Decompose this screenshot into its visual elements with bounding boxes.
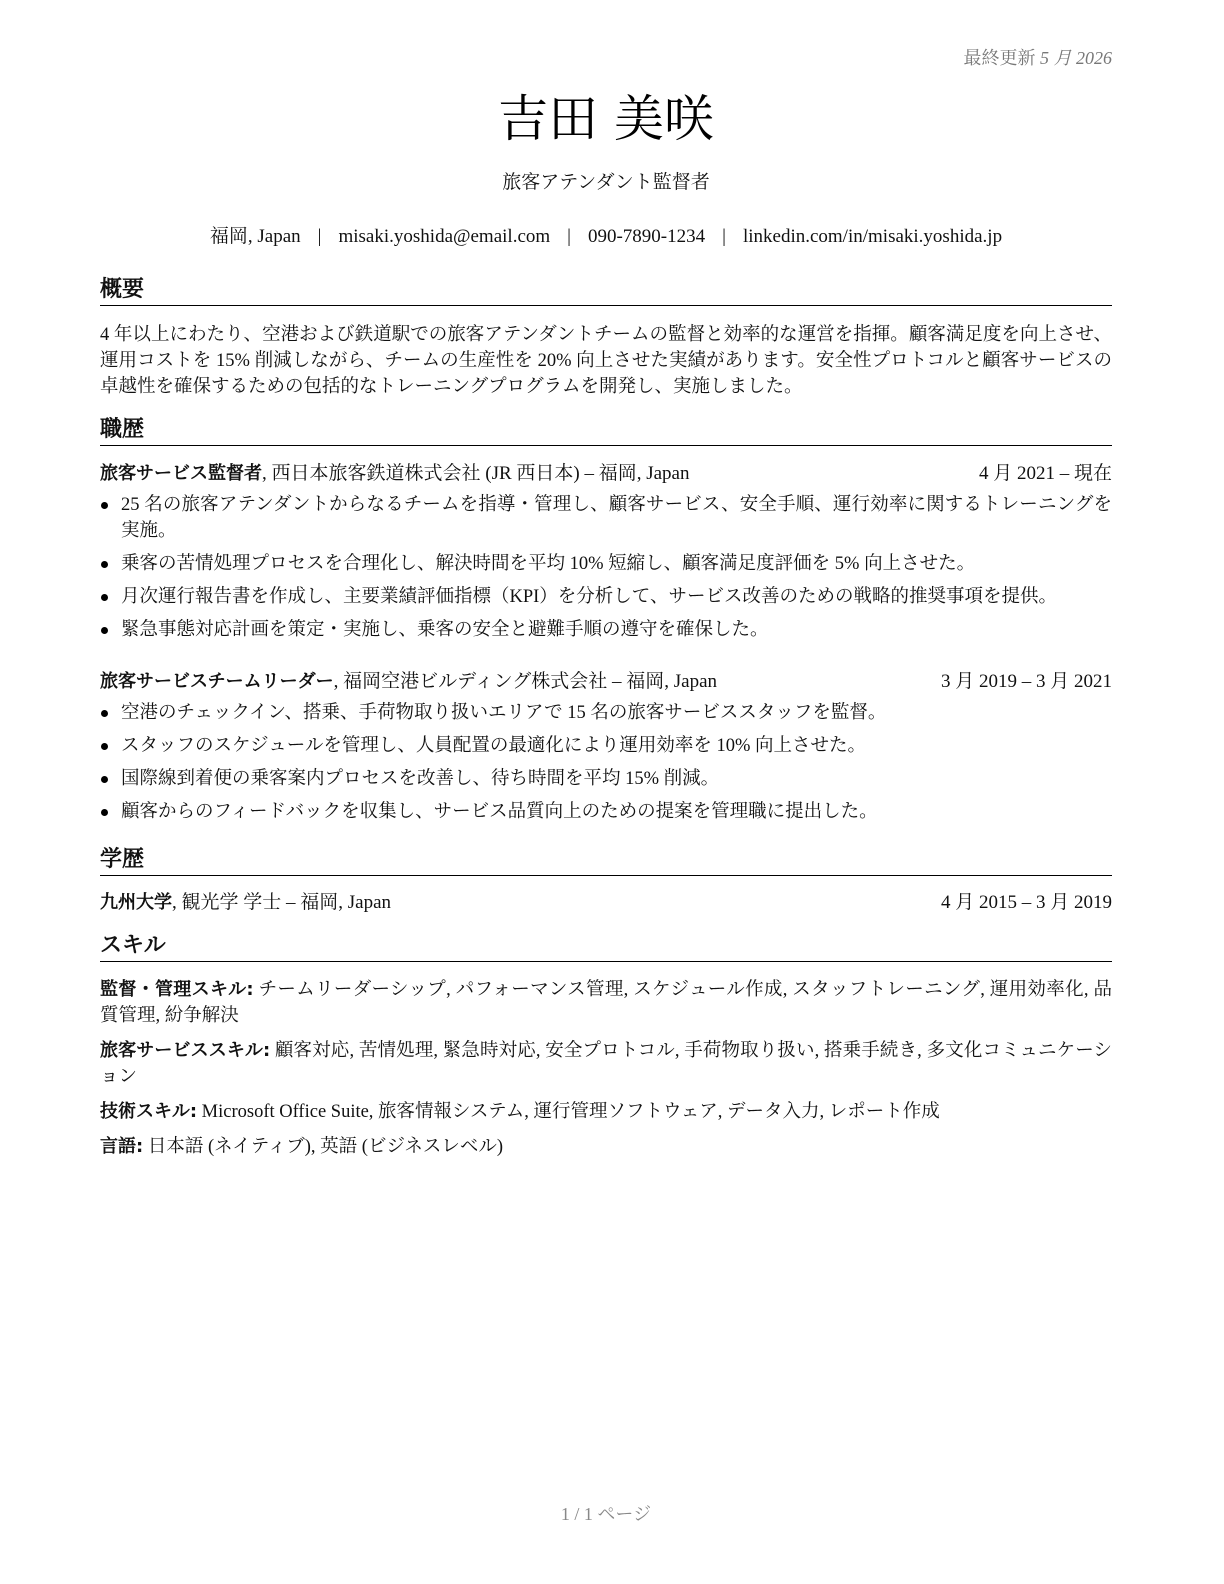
bullet-text: スタッフのスケジュールを管理し、人員配置の最適化により運用効率を 10% 向上させた。 bbox=[121, 736, 867, 756]
bullet-icon bbox=[101, 502, 108, 509]
job-bullet bbox=[100, 799, 1112, 825]
job-header bbox=[100, 461, 1112, 487]
skill-label: 監督・管理スキル: bbox=[100, 979, 254, 1000]
skill-line bbox=[100, 1099, 1112, 1125]
section-title-skills: スキル bbox=[100, 932, 1112, 962]
section-title-summary: 概要 bbox=[100, 276, 1112, 306]
skill-line bbox=[100, 1038, 1112, 1090]
contact-separator: | bbox=[317, 226, 322, 247]
bullet-icon bbox=[101, 743, 108, 750]
skill-values: 顧客対応, 苦情処理, 緊急時対応, 安全プロトコル, 手荷物取り扱い, 搭乗手続き, 多文化コミュニケーション bbox=[100, 1041, 1112, 1087]
job-role: 旅客サービスチームリーダー bbox=[100, 671, 334, 692]
job-bullet bbox=[100, 551, 1112, 577]
last-updated-label: 最終更新 bbox=[963, 48, 1036, 68]
job-bullet bbox=[100, 733, 1112, 759]
bullet-icon bbox=[101, 627, 108, 634]
job-bullet bbox=[100, 617, 1112, 643]
bullet-text: 乗客の苦情処理プロセスを合理化し、解決時間を平均 10% 短縮し、顧客満足度評価を 5% 向上させた。 bbox=[121, 554, 976, 574]
skill-values: 日本語 (ネイティブ), 英語 (ビジネスレベル) bbox=[143, 1137, 504, 1157]
page-number: 1 / 1 ページ bbox=[560, 1504, 652, 1524]
bullet-icon bbox=[101, 561, 108, 568]
contact-phone: 090-7890-1234 bbox=[587, 226, 706, 247]
job-bullet bbox=[100, 584, 1112, 610]
education-entry bbox=[100, 890, 1112, 916]
degree-details: , 観光学 学士 – 福岡, Japan bbox=[172, 892, 392, 913]
job-employer: , 西日本旅客鉄道株式会社 (JR 西日本) – 福岡, Japan bbox=[262, 463, 690, 484]
bullet-text: 月次運行報告書を作成し、主要業績評価指標（KPI）を分析して、サービス改善のための戦略的推奨事項を提供。 bbox=[121, 587, 1057, 607]
skill-values: チームリーダーシップ, パフォーマンス管理, スケジュール作成, スタッフトレーニング, 運用効率化, 品質管理, 紛争解決 bbox=[100, 980, 1112, 1026]
bullet-text: 25 名の旅客アテンダントからなるチームを指導・管理し、顧客サービス、安全手順、運行効率に関するトレーニングを実施。 bbox=[121, 495, 1112, 541]
skill-line bbox=[100, 1134, 1112, 1160]
education-dates: 4 月 2015 – 3 月 2019 bbox=[940, 892, 1112, 913]
bullet-text: 空港のチェックイン、搭乗、手荷物取り扱いエリアで 15 名の旅客サービススタッフを監督。 bbox=[121, 703, 887, 723]
section-title-education: 学歴 bbox=[100, 846, 1112, 876]
bullet-text: 顧客からのフィードバックを収集し、サービス品質向上のための提案を管理職に提出した。 bbox=[121, 802, 878, 822]
job-dates: 3 月 2019 – 3 月 2021 bbox=[940, 671, 1112, 692]
job-bullets bbox=[100, 492, 1112, 650]
job-header bbox=[100, 669, 1112, 695]
skill-label: 旅客サービススキル: bbox=[100, 1040, 271, 1061]
skill-values: Microsoft Office Suite, 旅客情報システム, 運行管理ソフトウェア, データ入力, レポート作成 bbox=[197, 1102, 940, 1122]
job-role: 旅客サービス監督者 bbox=[100, 463, 262, 484]
contact-separator: | bbox=[567, 226, 571, 247]
bullet-icon bbox=[101, 809, 108, 816]
job-dates: 4 月 2021 – 現在 bbox=[978, 463, 1112, 484]
bullet-text: 国際線到着便の乗客案内プロセスを改善し、待ち時間を平均 15% 削減。 bbox=[121, 769, 720, 789]
contact-email-link[interactable]: misaki.yoshida@email.com bbox=[338, 226, 551, 247]
contact-location: 福岡, Japan bbox=[209, 226, 301, 247]
skill-label: 言語: bbox=[100, 1136, 144, 1157]
bullet-icon bbox=[101, 710, 108, 717]
resume-page bbox=[100, 0, 1112, 1584]
job-employer: , 福岡空港ビルディング株式会社 – 福岡, Japan bbox=[333, 671, 718, 692]
school-name: 九州大学 bbox=[100, 892, 172, 913]
job-bullet bbox=[100, 492, 1112, 544]
job-headline: 旅客アテンダント監督者 bbox=[502, 172, 710, 193]
skill-label: 技術スキル: bbox=[100, 1101, 198, 1122]
contact-linkedin-link[interactable]: linkedin.com/in/misaki.yoshida.jp bbox=[742, 226, 1003, 247]
last-updated bbox=[964, 44, 1113, 70]
bullet-icon bbox=[101, 776, 108, 783]
person-name: 吉田 美咲 bbox=[498, 90, 714, 148]
contact-separator: | bbox=[722, 226, 726, 247]
contact-line bbox=[100, 224, 1112, 250]
skill-line bbox=[100, 977, 1112, 1029]
section-title-experience: 職歴 bbox=[100, 416, 1112, 446]
last-updated-date: 5 月 2026 bbox=[1040, 48, 1112, 68]
summary-text: 4 年以上にわたり、空港および鉄道駅での旅客アテンダントチームの監督と効率的な運営を指揮。顧客満足度を向上させ、運用コストを 15% 削減しながら、チームの生産性を 20% 向上させた実績があります。安全性プロトコルと顧客サービスの卓越性を確保するための包括的なトレーニングプログラムを開発し、実施しました。 bbox=[100, 325, 1112, 397]
job-bullet bbox=[100, 766, 1112, 792]
job-bullets bbox=[100, 700, 1112, 832]
bullet-text: 緊急事態対応計画を策定・実施し、乗客の安全と避難手順の遵守を確保した。 bbox=[121, 620, 769, 640]
job-bullet bbox=[100, 700, 1112, 726]
bullet-icon bbox=[101, 594, 108, 601]
